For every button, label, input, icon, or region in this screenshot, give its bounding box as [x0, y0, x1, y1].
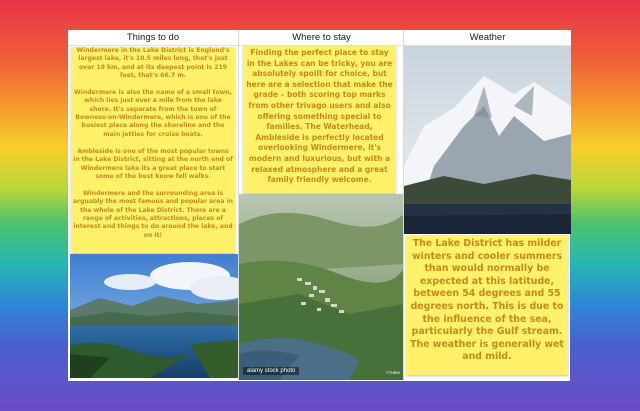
- padlet-board: [68, 30, 570, 381]
- aerial-photo-graphic: [239, 194, 404, 380]
- note-paragraph: Windermere is also the name of a small town, which lies just over a mile from the lake shore. It's separate from the town of Bowness-on-Windermere, which is one of the busiest place along the shoreline and the main jetties for cruise boats.: [74, 89, 232, 138]
- mountain-photo-graphic: [404, 46, 571, 234]
- stock-photo-watermark: alamy stock photo: [243, 367, 299, 375]
- note-text: Finding the perfect place to stay in the Lakes can be tricky, you are absolutely spoilt for choice, but here are a selection that make the grade – both scoring top marks from other trivago users and also offering something special to families. The Waterhead, Ambleside is perfectly located overlooking Windermere, it's modern and luxurious, but with a relaxed atmosphere and a great family friendly welcome.: [246, 48, 393, 185]
- column-weather: [403, 30, 571, 381]
- note-paragraph: Ambleside is one of the most popular towns in the Lake District, sitting at the north end of Windermere lake its a great place to start some of the best know fell walks.: [73, 147, 233, 180]
- column-title-things-to-do: Things to do: [68, 30, 238, 46]
- stock-photo-code: F7H8W: [386, 370, 400, 375]
- note-paragraph: Windermere in the Lake District is England's largest lake, it's 10.5 miles long, that's just over 18 km, and at its deepest point is 219 feet, that's 66.7 m.: [76, 47, 230, 79]
- column-where-to-stay: [238, 30, 404, 381]
- lake-windermere-photo[interactable]: [70, 254, 238, 378]
- column-things-to-do: [68, 30, 238, 381]
- note-text: The Lake District has milder winters and cooler summers than would normally be expected at this latitude, between 54 degrees and 55 degrees north. This is due to the influence of the sea, particularly the Gulf stream. The weather is generally wet and mild.: [410, 238, 564, 363]
- note-paragraph: Windermere and the surrounding area is arguably the most famous and popular area in the whole of the Lake District. There are a range of activities, attractions, places of interest and things to do around the lake, and on it!: [73, 190, 233, 239]
- column-title-weather: Weather: [404, 30, 571, 46]
- sticky-note-accommodation[interactable]: [243, 46, 396, 193]
- lake-photo-graphic: [70, 254, 238, 378]
- column-title-where-to-stay: Where to stay: [239, 30, 404, 46]
- sticky-note-windermere[interactable]: [71, 47, 235, 253]
- snowy-mountains-photo[interactable]: [404, 46, 571, 234]
- sticky-note-weather[interactable]: [406, 235, 568, 375]
- ambleside-aerial-photo[interactable]: [239, 194, 404, 380]
